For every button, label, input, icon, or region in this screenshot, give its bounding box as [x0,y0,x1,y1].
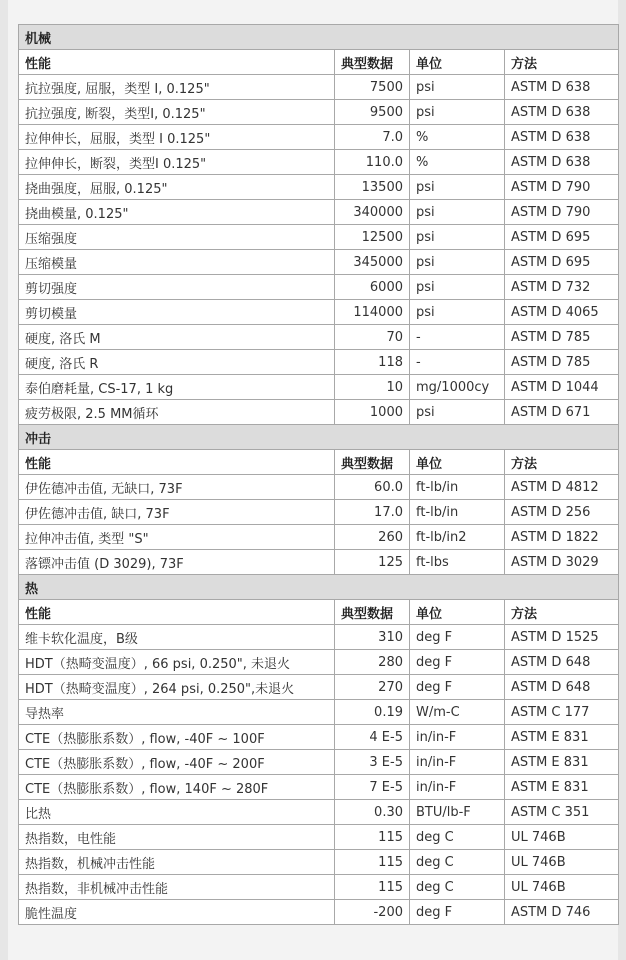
unit-cell: deg F [410,650,505,675]
unit-cell: psi [410,200,505,225]
property-cell: CTE（热膨胀系数）, flow, -40F ~ 100F [19,725,335,750]
method-cell: ASTM D 648 [505,650,619,675]
unit-cell: psi [410,400,505,425]
section-header-row [19,575,619,600]
table-row [19,475,619,500]
column-header-row [19,50,619,75]
column-header-row [19,450,619,475]
table-row [19,200,619,225]
typical-value-cell: 260 [335,525,410,550]
property-cell: 比热 [19,800,335,825]
method-cell: ASTM D 732 [505,275,619,300]
table-row [19,275,619,300]
unit-cell: % [410,125,505,150]
property-cell: 热指数，电性能 [19,825,335,850]
column-header-typical: 典型数据 [335,50,410,75]
method-cell: ASTM D 638 [505,75,619,100]
method-cell: ASTM D 4065 [505,300,619,325]
property-cell: 剪切模量 [19,300,335,325]
unit-cell: mg/1000cy [410,375,505,400]
column-header-property: 性能 [19,600,335,625]
properties-table-body [19,25,619,925]
property-cell: 拉伸伸长，断裂，类型I 0.125" [19,150,335,175]
section-title: 冲击 [19,425,619,450]
unit-cell: in/in-F [410,725,505,750]
section-header-row [19,425,619,450]
property-cell: HDT（热畸变温度）, 66 psi, 0.250", 未退火 [19,650,335,675]
typical-value-cell: 7500 [335,75,410,100]
unit-cell: psi [410,300,505,325]
method-cell: UL 746B [505,875,619,900]
property-cell: 热指数，机械冲击性能 [19,850,335,875]
property-cell: 压缩模量 [19,250,335,275]
property-cell: 硬度, 洛氏 R [19,350,335,375]
column-header-method: 方法 [505,50,619,75]
column-header-method: 方法 [505,450,619,475]
property-cell: 维卡软化温度，B级 [19,625,335,650]
unit-cell: deg C [410,825,505,850]
method-cell: ASTM D 256 [505,500,619,525]
unit-cell: W/m-C [410,700,505,725]
property-cell: 剪切强度 [19,275,335,300]
table-row [19,625,619,650]
unit-cell: deg C [410,850,505,875]
method-cell: ASTM D 1525 [505,625,619,650]
method-cell: ASTM D 1044 [505,375,619,400]
method-cell: ASTM D 3029 [505,550,619,575]
typical-value-cell: 17.0 [335,500,410,525]
property-cell: 泰伯磨耗量, CS-17, 1 kg [19,375,335,400]
unit-cell: in/in-F [410,775,505,800]
table-row [19,875,619,900]
method-cell: ASTM D 790 [505,200,619,225]
method-cell: ASTM D 671 [505,400,619,425]
typical-value-cell: 280 [335,650,410,675]
column-header-unit: 单位 [410,450,505,475]
typical-value-cell: 125 [335,550,410,575]
table-row [19,700,619,725]
unit-cell: deg F [410,675,505,700]
unit-cell: deg C [410,875,505,900]
typical-value-cell: 115 [335,875,410,900]
method-cell: UL 746B [505,825,619,850]
property-cell: CTE（热膨胀系数）, flow, 140F ~ 280F [19,775,335,800]
typical-value-cell: 9500 [335,100,410,125]
method-cell: ASTM D 648 [505,675,619,700]
table-row [19,400,619,425]
typical-value-cell: 0.30 [335,800,410,825]
column-header-row [19,600,619,625]
method-cell: ASTM C 177 [505,700,619,725]
typical-value-cell: 0.19 [335,700,410,725]
method-cell: ASTM D 1822 [505,525,619,550]
typical-value-cell: 7 E-5 [335,775,410,800]
typical-value-cell: 3 E-5 [335,750,410,775]
method-cell: ASTM D 4812 [505,475,619,500]
property-cell: 落镖冲击值 (D 3029), 73F [19,550,335,575]
column-header-property: 性能 [19,450,335,475]
typical-value-cell: -200 [335,900,410,925]
unit-cell: deg F [410,900,505,925]
table-row [19,500,619,525]
table-row [19,300,619,325]
typical-value-cell: 13500 [335,175,410,200]
method-cell: ASTM D 785 [505,325,619,350]
table-row [19,825,619,850]
unit-cell: ft-lb/in [410,475,505,500]
table-row [19,900,619,925]
column-header-method: 方法 [505,600,619,625]
method-cell: ASTM D 638 [505,100,619,125]
method-cell: ASTM D 746 [505,900,619,925]
typical-value-cell: 340000 [335,200,410,225]
unit-cell: psi [410,100,505,125]
property-cell: 疲劳极限, 2.5 MM循环 [19,400,335,425]
unit-cell: psi [410,250,505,275]
typical-value-cell: 118 [335,350,410,375]
property-cell: 抗拉强度, 断裂，类型I, 0.125" [19,100,335,125]
property-cell: 压缩强度 [19,225,335,250]
property-cell: 伊佐德冲击值, 无缺口, 73F [19,475,335,500]
table-row [19,75,619,100]
table-row [19,375,619,400]
typical-value-cell: 114000 [335,300,410,325]
typical-value-cell: 270 [335,675,410,700]
property-cell: 拉伸冲击值, 类型 "S" [19,525,335,550]
property-cell: 热指数，非机械冲击性能 [19,875,335,900]
property-cell: 硬度, 洛氏 M [19,325,335,350]
section-title: 机械 [19,25,619,50]
property-cell: 抗拉强度, 屈服，类型 I, 0.125" [19,75,335,100]
method-cell: ASTM E 831 [505,775,619,800]
unit-cell: ft-lb/in [410,500,505,525]
typical-value-cell: 70 [335,325,410,350]
unit-cell: psi [410,225,505,250]
typical-value-cell: 310 [335,625,410,650]
typical-value-cell: 7.0 [335,125,410,150]
column-header-unit: 单位 [410,50,505,75]
table-row [19,325,619,350]
typical-value-cell: 110.0 [335,150,410,175]
property-cell: HDT（热畸变温度）, 264 psi, 0.250",未退火 [19,675,335,700]
method-cell: ASTM E 831 [505,725,619,750]
unit-cell: ft-lb/in2 [410,525,505,550]
typical-value-cell: 115 [335,825,410,850]
table-row [19,100,619,125]
table-row [19,550,619,575]
unit-cell: BTU/lb-F [410,800,505,825]
table-row [19,175,619,200]
table-row [19,225,619,250]
properties-table [18,24,619,925]
typical-value-cell: 1000 [335,400,410,425]
property-cell: 挠曲强度，屈服, 0.125" [19,175,335,200]
property-cell: 导热率 [19,700,335,725]
table-row [19,150,619,175]
section-header-row [19,25,619,50]
method-cell: ASTM D 695 [505,250,619,275]
method-cell: ASTM D 695 [505,225,619,250]
typical-value-cell: 6000 [335,275,410,300]
unit-cell: deg F [410,625,505,650]
property-cell: CTE（热膨胀系数）, flow, -40F ~ 200F [19,750,335,775]
unit-cell: ft-lbs [410,550,505,575]
table-row [19,350,619,375]
table-row [19,775,619,800]
method-cell: ASTM D 638 [505,125,619,150]
table-row [19,800,619,825]
table-row [19,650,619,675]
column-header-typical: 典型数据 [335,600,410,625]
table-row [19,675,619,700]
property-cell: 拉伸伸长，屈服，类型 I 0.125" [19,125,335,150]
unit-cell: psi [410,75,505,100]
table-row [19,750,619,775]
unit-cell: psi [410,175,505,200]
table-row [19,725,619,750]
method-cell: UL 746B [505,850,619,875]
typical-value-cell: 115 [335,850,410,875]
method-cell: ASTM C 351 [505,800,619,825]
column-header-property: 性能 [19,50,335,75]
method-cell: ASTM D 785 [505,350,619,375]
unit-cell: in/in-F [410,750,505,775]
table-row [19,125,619,150]
method-cell: ASTM E 831 [505,750,619,775]
table-row [19,850,619,875]
unit-cell: % [410,150,505,175]
property-cell: 挠曲模量, 0.125" [19,200,335,225]
method-cell: ASTM D 790 [505,175,619,200]
table-row [19,525,619,550]
table-row [19,250,619,275]
typical-value-cell: 10 [335,375,410,400]
typical-value-cell: 12500 [335,225,410,250]
unit-cell: psi [410,275,505,300]
typical-value-cell: 60.0 [335,475,410,500]
method-cell: ASTM D 638 [505,150,619,175]
column-header-unit: 单位 [410,600,505,625]
property-cell: 伊佐德冲击值, 缺口, 73F [19,500,335,525]
column-header-typical: 典型数据 [335,450,410,475]
property-cell: 脆性温度 [19,900,335,925]
unit-cell: - [410,325,505,350]
typical-value-cell: 345000 [335,250,410,275]
section-title: 热 [19,575,619,600]
unit-cell: - [410,350,505,375]
typical-value-cell: 4 E-5 [335,725,410,750]
